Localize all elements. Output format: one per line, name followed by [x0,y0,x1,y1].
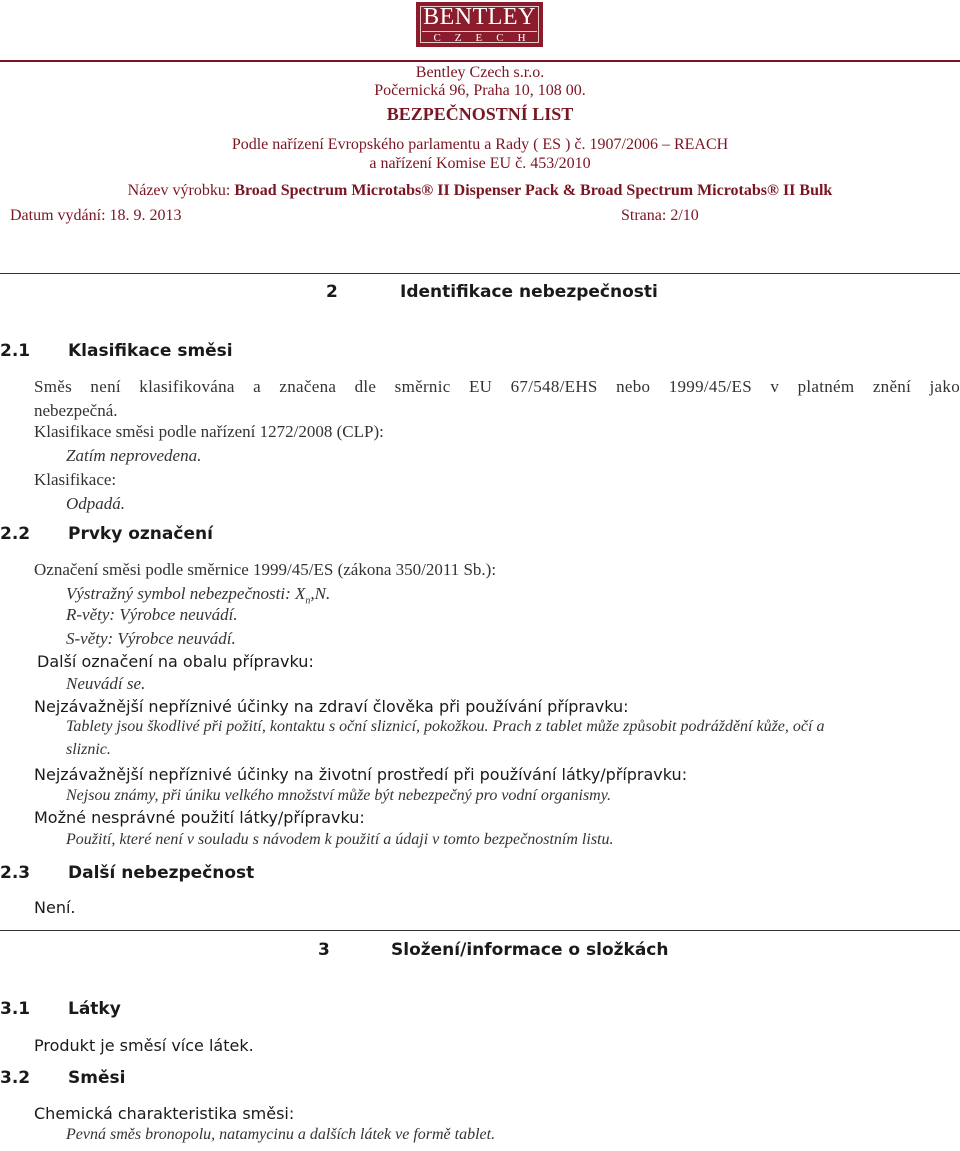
r-phrases: R-věty: Výrobce neuvádí. [66,605,238,624]
environment-effects-label: Nejzávažnější nepříznivé účinky na životní prostředí při používání látky/přípravku: [34,765,688,784]
product-label: Název výrobku: [127,182,235,199]
section-3-number: 3 [318,940,330,960]
classification-paragraph-line-1: Směs není klasifikována a značena dle směrnic EU 67/548/EHS nebo 1999/45/ES v platném znění jako [34,377,960,396]
health-effects-line-1: Tablety jsou škodlivé při požití, kontaktu s oční sliznicí, pokožkou. Prach z tablet může způsobit podráždění kůže, očí a [66,718,825,735]
marking-label: Označení směsi podle směrnice 1999/45/ES (zákona 350/2011 Sb.): [34,560,497,579]
company-logo [416,2,543,47]
regulation-line-1: Podle nařízení Evropského parlamentu a Rady ( ES ) č. 1907/2006 – REACH [231,136,729,153]
logo-wordmark: BENTLEY [423,4,536,30]
section-3-title: Složení/informace o složkách [391,940,669,960]
product-name: Broad Spectrum Microtabs® II Dispenser Pack & Broad Spectrum Microtabs® II Bulk [234,182,833,199]
subsection-3-1-title: Látky [68,999,121,1019]
hazard-symbol-line [66,584,330,606]
company-address: Počernická 96, Praha 10, 108 00. [374,82,586,99]
misuse-value: Použití, které není v souladu s návodem k použití a údaji v tomto bezpečnostním listu. [66,831,614,848]
company-name: Bentley Czech s.r.o. [415,64,545,81]
section-2-title: Identifikace nebezpečnosti [400,282,658,302]
other-marking-value: Neuvádí se. [66,674,146,693]
health-effects-label: Nejzávažnější nepříznivé účinky na zdraví člověka při používání přípravku: [34,697,629,716]
clp-value: Zatím neprovedena. [66,446,202,465]
classification-label: Klasifikace: [34,470,117,489]
subsection-2-1-number: 2.1 [0,341,31,361]
health-effects-line-2: sliznic. [66,741,111,758]
page-number: Strana: 2/10 [621,207,699,224]
logo-subtitle: CZECH [433,32,540,44]
subsection-2-1-title: Klasifikace směsi [68,341,233,361]
substances-value: Produkt je směsí více látek. [34,1036,254,1055]
section-2-rule [0,273,960,274]
hazard-symbol-tail: ,N. [310,584,331,603]
mixture-value: Pevná směs bronopolu, natamycinu a dalších látek ve formě tablet. [66,1126,496,1143]
subsection-2-2-title: Prvky označení [68,524,213,544]
hazard-symbol-subscript: n [305,595,311,607]
environment-effects-value: Nejsou známy, při úniku velkého množství může být nebezpečný pro vodní organismy. [66,787,611,804]
subsection-3-2-number: 3.2 [0,1068,31,1088]
hazard-symbol-label: Výstražný symbol nebezpečnosti: X [66,584,306,603]
regulation-line-2: a nařízení Komise EU č. 453/2010 [369,155,591,172]
section-2-number: 2 [326,282,338,302]
product-line [0,182,960,200]
document-title: BEZPEČNOSTNÍ LIST [386,104,574,124]
section-3-rule [0,930,960,931]
classification-value: Odpadá. [66,494,126,513]
subsection-2-3-number: 2.3 [0,863,31,883]
subsection-2-3-title: Další nebezpečnost [68,863,255,883]
header-rule [0,60,960,62]
subsection-3-2-title: Směsi [68,1068,126,1088]
clp-label: Klasifikace směsi podle nařízení 1272/2008 (CLP): [34,422,384,441]
mixture-label: Chemická charakteristika směsi: [34,1104,295,1123]
subsection-3-1-number: 3.1 [0,999,31,1019]
other-hazards-value: Není. [34,898,76,917]
issue-date: Datum vydání: 18. 9. 2013 [10,207,182,224]
misuse-label: Možné nesprávné použití látky/přípravku: [34,808,365,827]
classification-paragraph-line-2: nebezpečná. [34,401,118,420]
other-marking-label: Další označení na obalu přípravku: [37,652,314,671]
s-phrases: S-věty: Výrobce neuvádí. [66,629,236,648]
subsection-2-2-number: 2.2 [0,524,31,544]
